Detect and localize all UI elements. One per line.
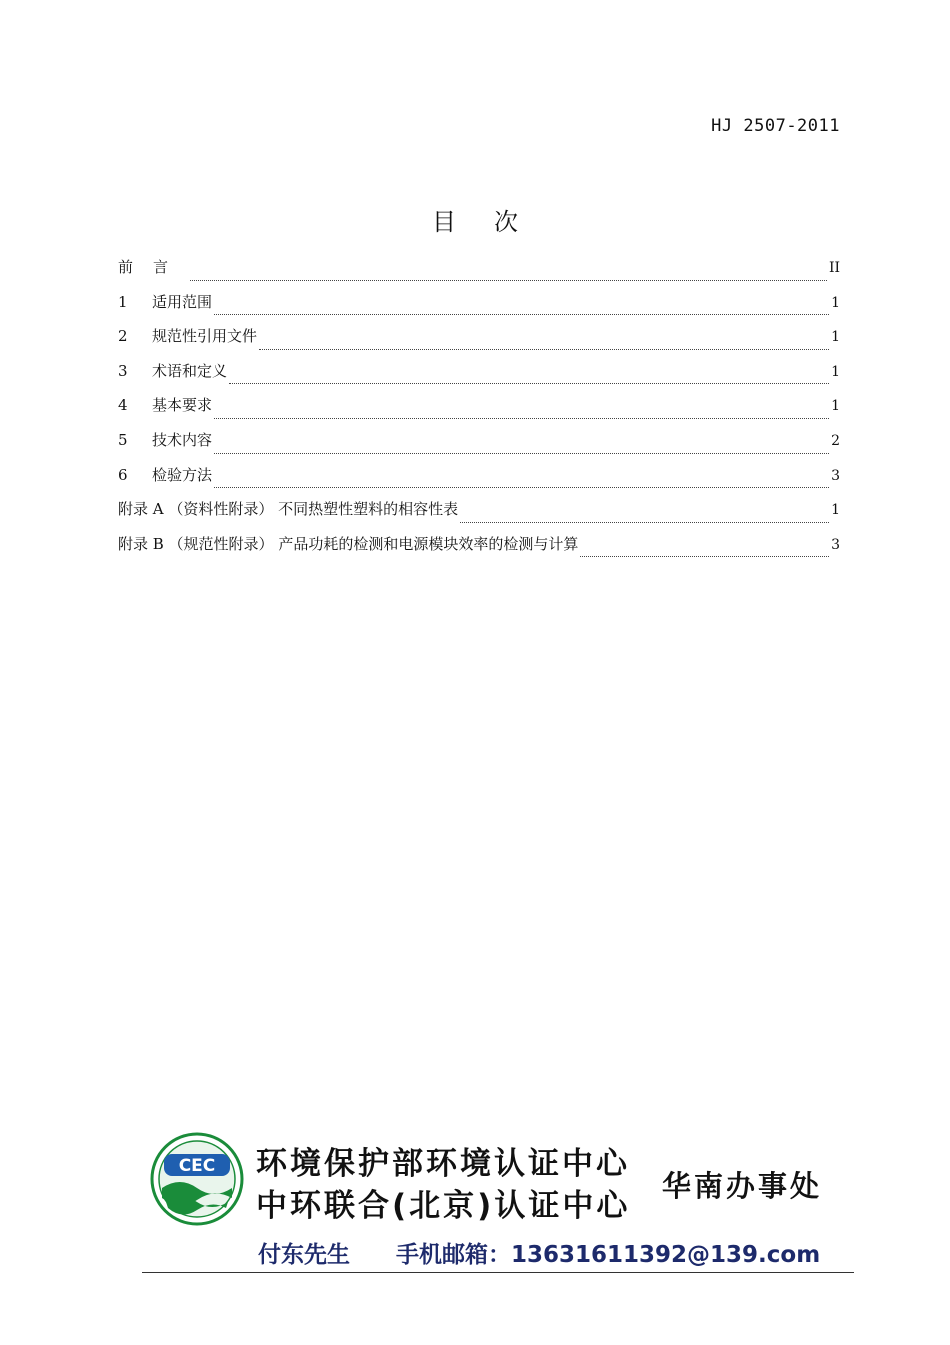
toc-entry-label: 基本要求 [152, 396, 213, 415]
toc-entry-appendix-b[interactable] [118, 533, 840, 568]
toc-entry-page: 1 [831, 502, 840, 519]
toc-entry-5[interactable] [118, 429, 840, 464]
toc-entry-number: 6 [118, 465, 128, 484]
contact-line [258, 1236, 820, 1269]
toc-leader-dots [460, 521, 829, 523]
table-of-contents [118, 256, 840, 567]
toc-entry-page: 3 [831, 467, 840, 484]
toc-entry-page: 1 [831, 329, 840, 346]
toc-entry-number: 4 [118, 396, 128, 415]
toc-entry-label: 前言 [118, 258, 189, 276]
toc-entry-1[interactable] [118, 291, 840, 326]
toc-entry-number: 3 [118, 361, 128, 380]
toc-entry-foreword[interactable] [118, 256, 840, 291]
toc-title [0, 202, 950, 237]
toc-leader-dots [214, 452, 829, 454]
toc-leader-dots [229, 382, 829, 384]
toc-entry-label: 附录 A （资料性附录） 不同热塑性塑料的相容性表 [118, 500, 459, 519]
cec-logo-icon [150, 1132, 244, 1226]
office-name: 华南办事处 [662, 1169, 823, 1203]
toc-entry-number: 5 [118, 430, 128, 449]
toc-entry-page: 3 [831, 536, 840, 553]
toc-leader-dots [580, 555, 829, 557]
contact-name: 付东先生 [258, 1242, 350, 1268]
toc-entry-2[interactable] [118, 325, 840, 360]
toc-entry-label: 附录 B （规范性附录） 产品功耗的检测和电源模块效率的检测与计算 [118, 534, 579, 553]
toc-entry-page: 2 [831, 432, 840, 449]
toc-leader-dots [214, 417, 829, 419]
toc-leader-dots [214, 486, 829, 488]
toc-entry-label: 规范性引用文件 [152, 327, 258, 346]
toc-entry-page: II [828, 260, 840, 276]
toc-entry-label: 技术内容 [152, 430, 213, 449]
org-name-secondary: 中环联合(北京)认证中心 [256, 1188, 631, 1224]
toc-entry-label: 适用范围 [152, 292, 213, 311]
toc-entry-6[interactable] [118, 464, 840, 499]
org-name-primary: 环境保护部环境认证中心 [256, 1146, 630, 1182]
toc-leader-dots [190, 279, 827, 281]
document-code: HJ 2507-2011 [711, 116, 840, 136]
toc-entry-label: 检验方法 [152, 465, 213, 484]
toc-title-left: 目 [432, 208, 456, 236]
toc-entry-label: 术语和定义 [152, 361, 228, 380]
logo-text: CEC [178, 1156, 216, 1176]
toc-entry-appendix-a[interactable] [118, 498, 840, 533]
toc-entry-4[interactable] [118, 394, 840, 429]
toc-entry-number: 2 [118, 327, 128, 346]
toc-leader-dots [214, 313, 829, 315]
footer-divider [142, 1272, 854, 1273]
footer-banner [150, 1128, 860, 1278]
toc-entry-3[interactable] [118, 360, 840, 395]
toc-leader-dots [259, 348, 829, 350]
toc-title-right: 次 [494, 208, 518, 236]
toc-entry-number: 1 [118, 292, 128, 311]
toc-entry-page: 1 [831, 294, 840, 311]
toc-entry-page: 1 [831, 398, 840, 415]
toc-entry-page: 1 [831, 363, 840, 380]
contact-info[interactable]: 手机邮箱：13631611392@139.com [396, 1242, 821, 1268]
